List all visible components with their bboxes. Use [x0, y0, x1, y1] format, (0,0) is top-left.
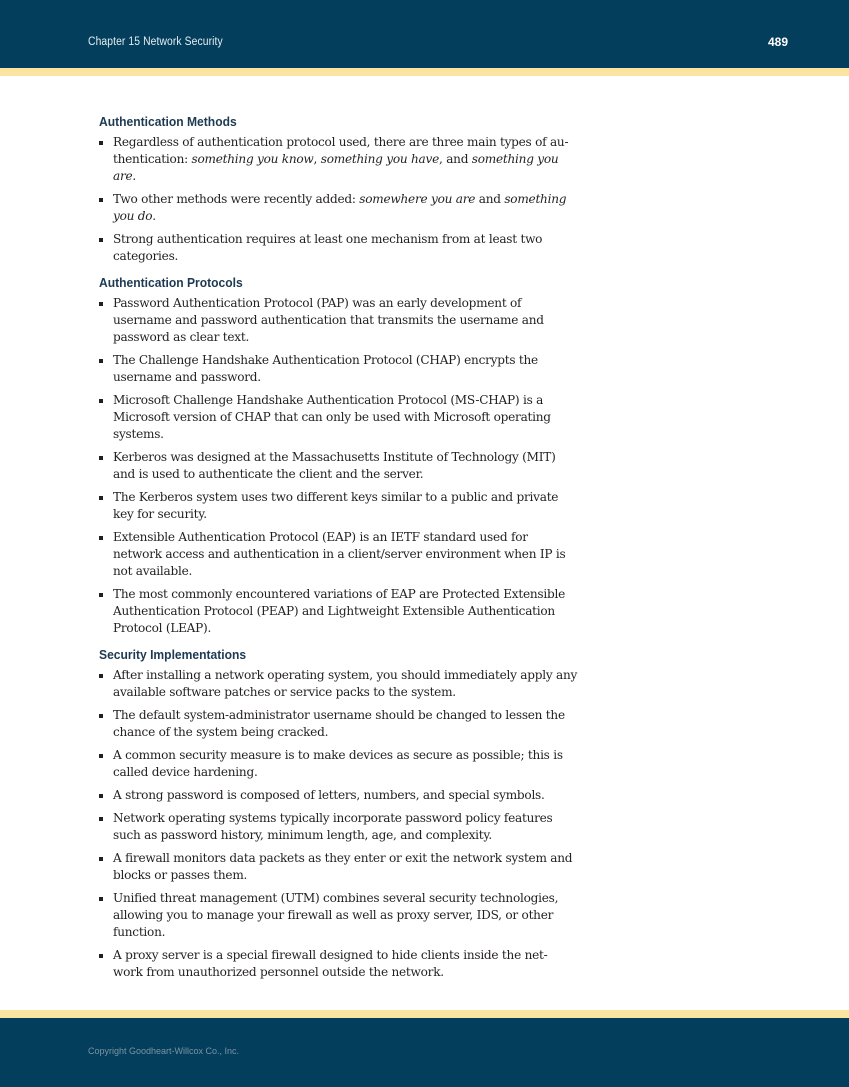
- bullet-item: [99, 747, 579, 781]
- section-heading: Security Implementations: [99, 647, 247, 662]
- square-bullet-icon: [99, 359, 103, 363]
- body-text: Regardless of authentication protocol used, there are three main types of au- thentication:: [113, 135, 569, 166]
- square-bullet-icon: [99, 754, 103, 758]
- bullet-item: [99, 392, 579, 443]
- square-bullet-icon: [99, 302, 103, 306]
- body-text: , and: [439, 152, 472, 166]
- square-bullet-icon: [99, 238, 103, 242]
- body-text: A proxy server is a special firewall designed to hide clients inside the net- work from unauthorized personnel outside the network.: [113, 948, 548, 979]
- section-heading: Authentication Methods: [99, 114, 237, 129]
- body-text: Strong authentication requires at least one mechanism from at least two categories.: [113, 232, 543, 263]
- square-bullet-icon: [99, 593, 103, 597]
- body-text: The default system-administrator username should be changed to lessen the chance of the system being cracked.: [113, 708, 565, 739]
- bullet-item: [99, 449, 579, 483]
- footer-accent-stripe: [0, 1010, 849, 1018]
- body-text: A firewall monitors data packets as they enter or exit the network system and blocks or passes them.: [113, 851, 573, 882]
- square-bullet-icon: [99, 399, 103, 403]
- body-text: Microsoft Challenge Handshake Authentication Protocol (MS-CHAP) is a Microsoft version of CHAP that can only be used with Microsoft operating systems.: [113, 393, 551, 441]
- header-accent-stripe: [0, 68, 849, 76]
- body-text: After installing a network operating system, you should immediately apply any available software patches or service packs to the system.: [113, 668, 578, 699]
- body-text: Network operating systems typically incorporate password policy features such as password history, minimum length, age, and complexity.: [113, 811, 553, 842]
- bullet-item: [99, 850, 579, 884]
- square-bullet-icon: [99, 198, 103, 202]
- emphasis-text: somewhere you are: [359, 192, 476, 206]
- bullet-list: [99, 134, 579, 265]
- body-text: .: [132, 169, 137, 183]
- bullet-item: [99, 191, 579, 225]
- running-head: Chapter 15 Network Security: [88, 36, 223, 48]
- square-bullet-icon: [99, 954, 103, 958]
- body-text: Unified threat management (UTM) combines several security technologies, allowing you to manage your firewall as well as proxy server, IDS, or other function.: [113, 891, 559, 939]
- square-bullet-icon: [99, 456, 103, 460]
- section-heading: Authentication Protocols: [99, 275, 243, 290]
- page-body: [99, 114, 579, 987]
- bullet-list: [99, 295, 579, 637]
- bullet-item: [99, 529, 579, 580]
- bullet-item: [99, 231, 579, 265]
- body-text: and: [475, 192, 505, 206]
- bullet-item: [99, 134, 579, 185]
- copyright-notice: Copyright Goodheart-Willcox Co., Inc.: [88, 1046, 240, 1056]
- emphasis-text: something you are: [113, 152, 559, 183]
- square-bullet-icon: [99, 714, 103, 718]
- square-bullet-icon: [99, 496, 103, 500]
- square-bullet-icon: [99, 817, 103, 821]
- bullet-item: [99, 295, 579, 346]
- body-text: ,: [313, 152, 321, 166]
- body-text: Password Authentication Protocol (PAP) was an early development of username and password authentication that transmits the username and password as clear text.: [113, 296, 544, 344]
- bullet-item: [99, 667, 579, 701]
- body-text: A common security measure is to make devices as secure as possible; this is called device hardening.: [113, 748, 563, 779]
- body-text: Two other methods were recently added:: [113, 192, 360, 206]
- body-text: The Kerberos system uses two different keys similar to a public and private key for security.: [113, 490, 559, 521]
- bullet-item: [99, 890, 579, 941]
- bullet-item: [99, 586, 579, 637]
- body-text: .: [152, 209, 156, 223]
- bullet-item: [99, 810, 579, 844]
- body-text: A strong password is composed of letters, numbers, and special symbols.: [113, 788, 545, 802]
- square-bullet-icon: [99, 536, 103, 540]
- bullet-list: [99, 667, 579, 981]
- square-bullet-icon: [99, 897, 103, 901]
- page-number: 489: [767, 35, 788, 49]
- body-text: Extensible Authentication Protocol (EAP) is an IETF standard used for network access and authentication in a client/server environment when IP is not available.: [113, 530, 566, 578]
- page-header-band: [0, 0, 849, 68]
- bullet-item: [99, 707, 579, 741]
- bullet-item: [99, 947, 579, 981]
- bullet-item: [99, 352, 579, 386]
- emphasis-text: something you know: [191, 152, 314, 166]
- emphasis-text: something you have: [320, 152, 439, 166]
- body-text: The most commonly encountered variations of EAP are Protected Extensible Authentication Protocol (PEAP) and Lightweight Extensible Authentication Protocol (LEAP).: [113, 587, 566, 635]
- emphasis-text: something you do: [113, 192, 567, 223]
- bullet-item: [99, 489, 579, 523]
- square-bullet-icon: [99, 674, 103, 678]
- bullet-item: [99, 787, 579, 804]
- body-text: The Challenge Handshake Authentication Protocol (CHAP) encrypts the username and password.: [113, 353, 538, 384]
- square-bullet-icon: [99, 794, 103, 798]
- square-bullet-icon: [99, 857, 103, 861]
- square-bullet-icon: [99, 141, 103, 145]
- body-text: Kerberos was designed at the Massachusetts Institute of Technology (MIT) and is used to authenticate the client and the server.: [113, 450, 556, 481]
